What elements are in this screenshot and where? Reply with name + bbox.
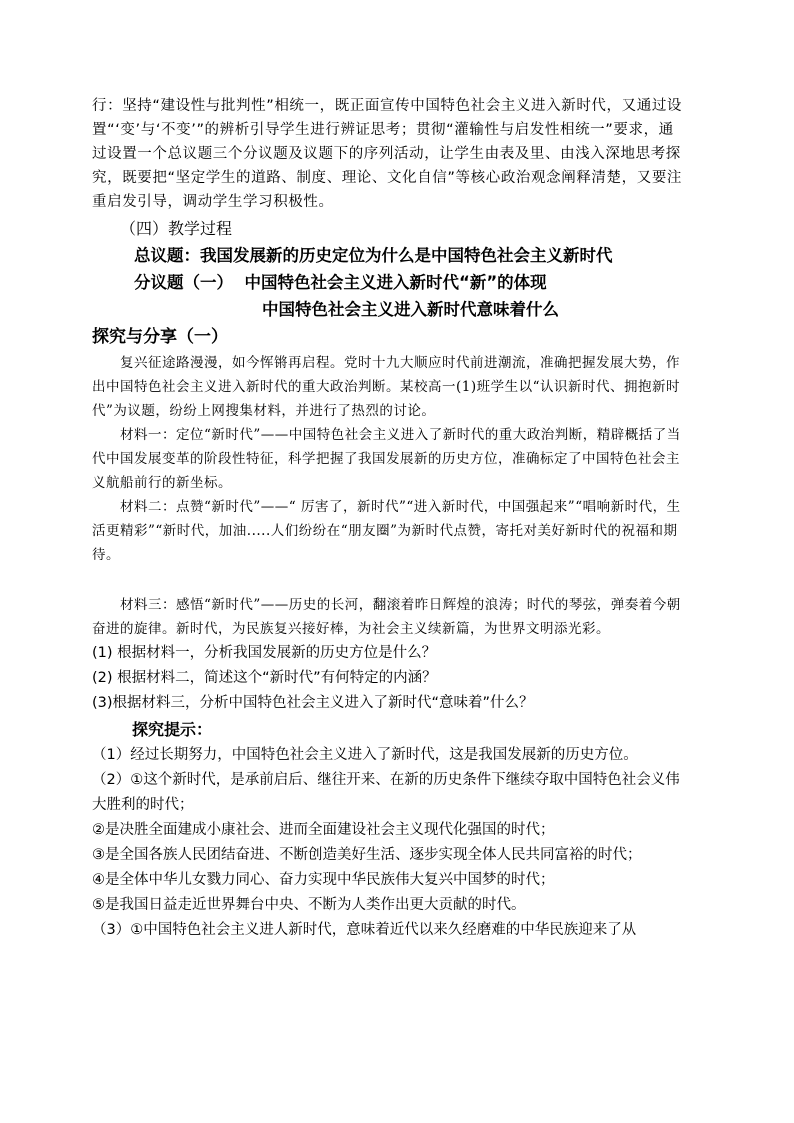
hint-heading: 探究提示：	[132, 720, 213, 739]
explore-share-heading: 探究与分享（一）	[92, 327, 228, 347]
question-1: (1) 根据材料一，分析我国发展新的历史方位是什么？	[92, 645, 437, 661]
material-one: 材料一：定位“新时代”——中国特色社会主义进入了新时代的重大政治判断，精辟概括了当代中国发展变革的阶段性特征，科学把握了我国发展新的历史方位，准确标定了中国特色社会主义航船前行的新坐标。	[92, 427, 681, 491]
answer-line: ③是全国各族人民团结奋进、不断创造美好生活、逐步实现全体人民共同富裕的时代；	[92, 847, 642, 863]
spacer	[92, 567, 684, 593]
material-three: 材料三：感悟“新时代”——历史的长河，翻滚着昨日辉煌的浪涛；时代的琴弦，弹奏着今朝奋进的旋律。新时代，为民族复兴接好棒，为社会主义续新篇，为世界文明添光彩。	[92, 597, 681, 637]
sub-topic-heading: 分议题（一） 中国特色社会主义进入新时代“新”的体现	[134, 273, 547, 292]
answer-line: ⑤是我国日益走近世界舞台中央、不断为人类作出更大贡献的时代。	[92, 897, 526, 913]
answer-line: ④是全体中华儿女戮力同心、奋力实现中华民族伟大复兴中国梦的时代；	[92, 872, 555, 888]
answer-line: （1）经过长期努力，中国特色社会主义进入了新时代，这是我国发展新的历史方位。	[92, 747, 638, 763]
sub-topic-question: 中国特色社会主义进入新时代意味着什么	[262, 300, 559, 319]
answer-line: （3）①中国特色社会主义进人新时代，意味着近代以来久经磨难的中华民族迎来了从	[92, 922, 637, 938]
answer-line: ②是决胜全面建成小康社会、进而全面建设社会主义现代化强国的时代；	[92, 822, 555, 838]
background-paragraph: 复兴征途路漫漫，如今恽锵再启程。党时十九大顺应时代前进潮流，准确把握发展大势，作出中国特色社会主义进入新时代的重大政治判断。某校高一(1)班学生以“认识新时代、拥抱新时代”为议题，纷纷上网搜集材料，并进行了热烈的讨论。	[92, 355, 681, 419]
section-heading: （四）教学过程	[120, 219, 233, 238]
question-2: (2) 根据材料二，简述这个“新时代”有何特定的内涵？	[92, 670, 437, 686]
question-3: (3)根据材料三，分析中国特色社会主义进入了新时代“意味着”什么？	[92, 695, 534, 711]
material-two: 材料二：点赞“新时代”——“ 厉害了，新时代”“进入新时代，中国强起来”“唱响新时代，生活更精彩”“新时代，加油.....人们纷纷在“朋友圈”为新时代点赞，寄托对美好新时代的祝福和期待。	[92, 499, 681, 563]
intro-paragraph: 行：坚持“建设性与批判性”相统一，既正面宣传中国特色社会主义进入新时代，又通过设置“‘变’与‘不变’”的辨析引导学生进行辨证思考；贯彻“灌输性与启发性相统一”要求，通过设置一个总议题三个分议题及议题下的序列活动，让学生由表及里、由浅入深地思考探究，既要把“坚定学生的道路、制度、理论、文化自信”等核心政治观念阐释清楚，又要注重启发引导，调动学生学习积极性。	[92, 98, 683, 210]
main-topic-heading: 总议题：我国发展新的历史定位为什么是中国特色社会主义新时代	[134, 246, 613, 265]
answer-line: （2）①这个新时代，是承前启后、继往开来、在新的历史条件下继续夺取中国特色社会义伟大胜利的时代；	[92, 772, 680, 813]
